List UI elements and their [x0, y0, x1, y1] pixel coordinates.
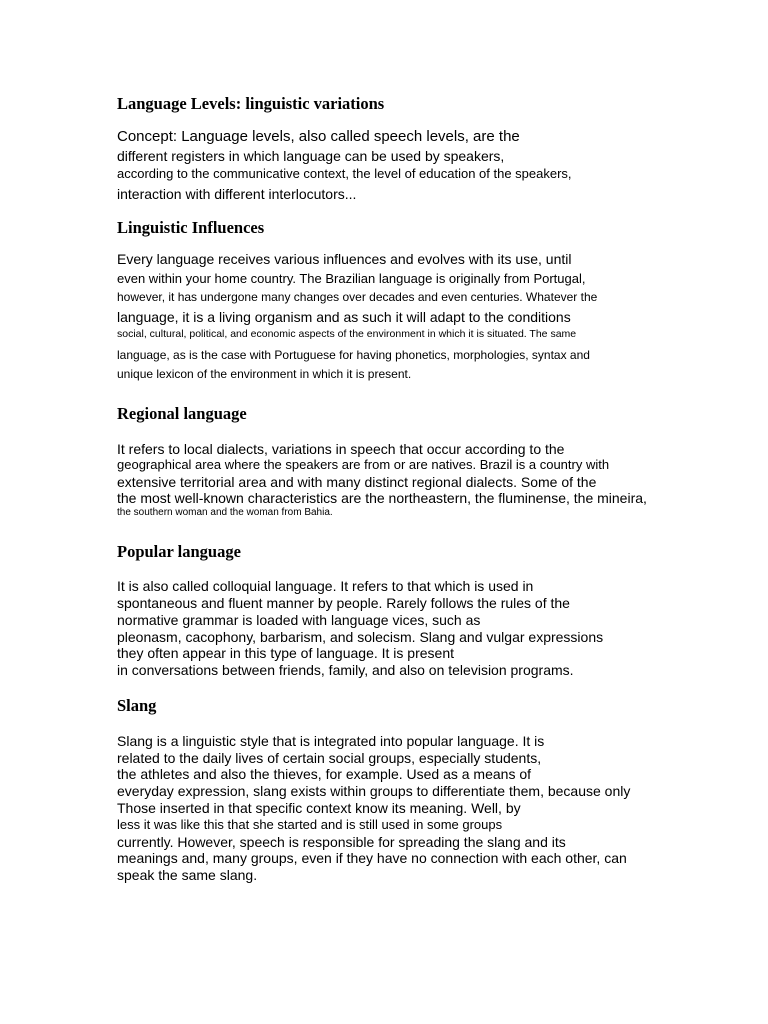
paragraph-line: according to the communicative context, the level of education of the speakers,: [117, 166, 572, 181]
section-heading-linguistic-influences: Linguistic Influences: [117, 218, 265, 237]
paragraph-line: the most well-known characteristics are the northeastern, the fluminense, the mineira,: [117, 490, 647, 506]
paragraph-line: related to the daily lives of certain social groups, especially students,: [117, 750, 542, 766]
section-heading-slang: Slang: [117, 696, 157, 715]
paragraph-line: normative grammar is loaded with language vices, such as: [117, 612, 481, 628]
paragraph-line: It is also called colloquial language. It refers to that which is used in: [117, 578, 534, 594]
paragraph-line: pleonasm, cacophony, barbarism, and solecism. Slang and vulgar expressions: [117, 629, 604, 645]
paragraph-line: Concept: Language levels, also called speech levels, are the: [117, 128, 520, 145]
paragraph-line: interaction with different interlocutors...: [117, 186, 357, 202]
paragraph-line: extensive territorial area and with many distinct regional dialects. Some of the: [117, 474, 597, 490]
paragraph-line: unique lexicon of the environment in which it is present.: [117, 367, 412, 381]
paragraph-line: even within your home country. The Brazilian language is originally from Portugal,: [117, 271, 586, 286]
section-heading-regional-language: Regional language: [117, 404, 247, 423]
paragraph-line: social, cultural, political, and economic aspects of the environment in which it is situated. The same: [117, 328, 577, 340]
paragraph-line: It refers to local dialects, variations in speech that occur according to the: [117, 441, 565, 457]
paragraph-line: less it was like this that she started and is still used in some groups: [117, 817, 503, 832]
paragraph-line: the athletes and also the thieves, for example. Used as a means of: [117, 766, 532, 782]
paragraph-line: the southern woman and the woman from Bahia.: [117, 507, 333, 518]
paragraph-line: in conversations between friends, family, and also on television programs.: [117, 662, 574, 678]
paragraph-line: meanings and, many groups, even if they have no connection with each other, can: [117, 850, 627, 866]
section-heading-language-levels: Language Levels: linguistic variations: [117, 94, 385, 113]
paragraph-line: currently. However, speech is responsible for spreading the slang and its: [117, 834, 566, 850]
paragraph-line: spontaneous and fluent manner by people. Rarely follows the rules of the: [117, 595, 570, 611]
paragraph-line: language, it is a living organism and as such it will adapt to the conditions: [117, 309, 571, 325]
paragraph-line: however, it has undergone many changes over decades and even centuries. Whatever the: [117, 290, 598, 304]
paragraph-line: different registers in which language can be used by speakers,: [117, 148, 505, 164]
section-heading-popular-language: Popular language: [117, 542, 241, 561]
paragraph-line: they often appear in this type of language. It is present: [117, 645, 454, 661]
paragraph-line: language, as is the case with Portuguese for having phonetics, morphologies, syntax and: [117, 348, 590, 362]
paragraph-line: geographical area where the speakers are from or are natives. Brazil is a country with: [117, 457, 610, 472]
paragraph-line: speak the same slang.: [117, 867, 258, 883]
paragraph-line: everyday expression, slang exists within groups to differentiate them, because only: [117, 783, 631, 799]
paragraph-line: Slang is a linguistic style that is integrated into popular language. It is: [117, 733, 545, 749]
paragraph-line: Every language receives various influences and evolves with its use, until: [117, 251, 572, 267]
paragraph-line: Those inserted in that specific context know its meaning. Well, by: [117, 800, 521, 816]
